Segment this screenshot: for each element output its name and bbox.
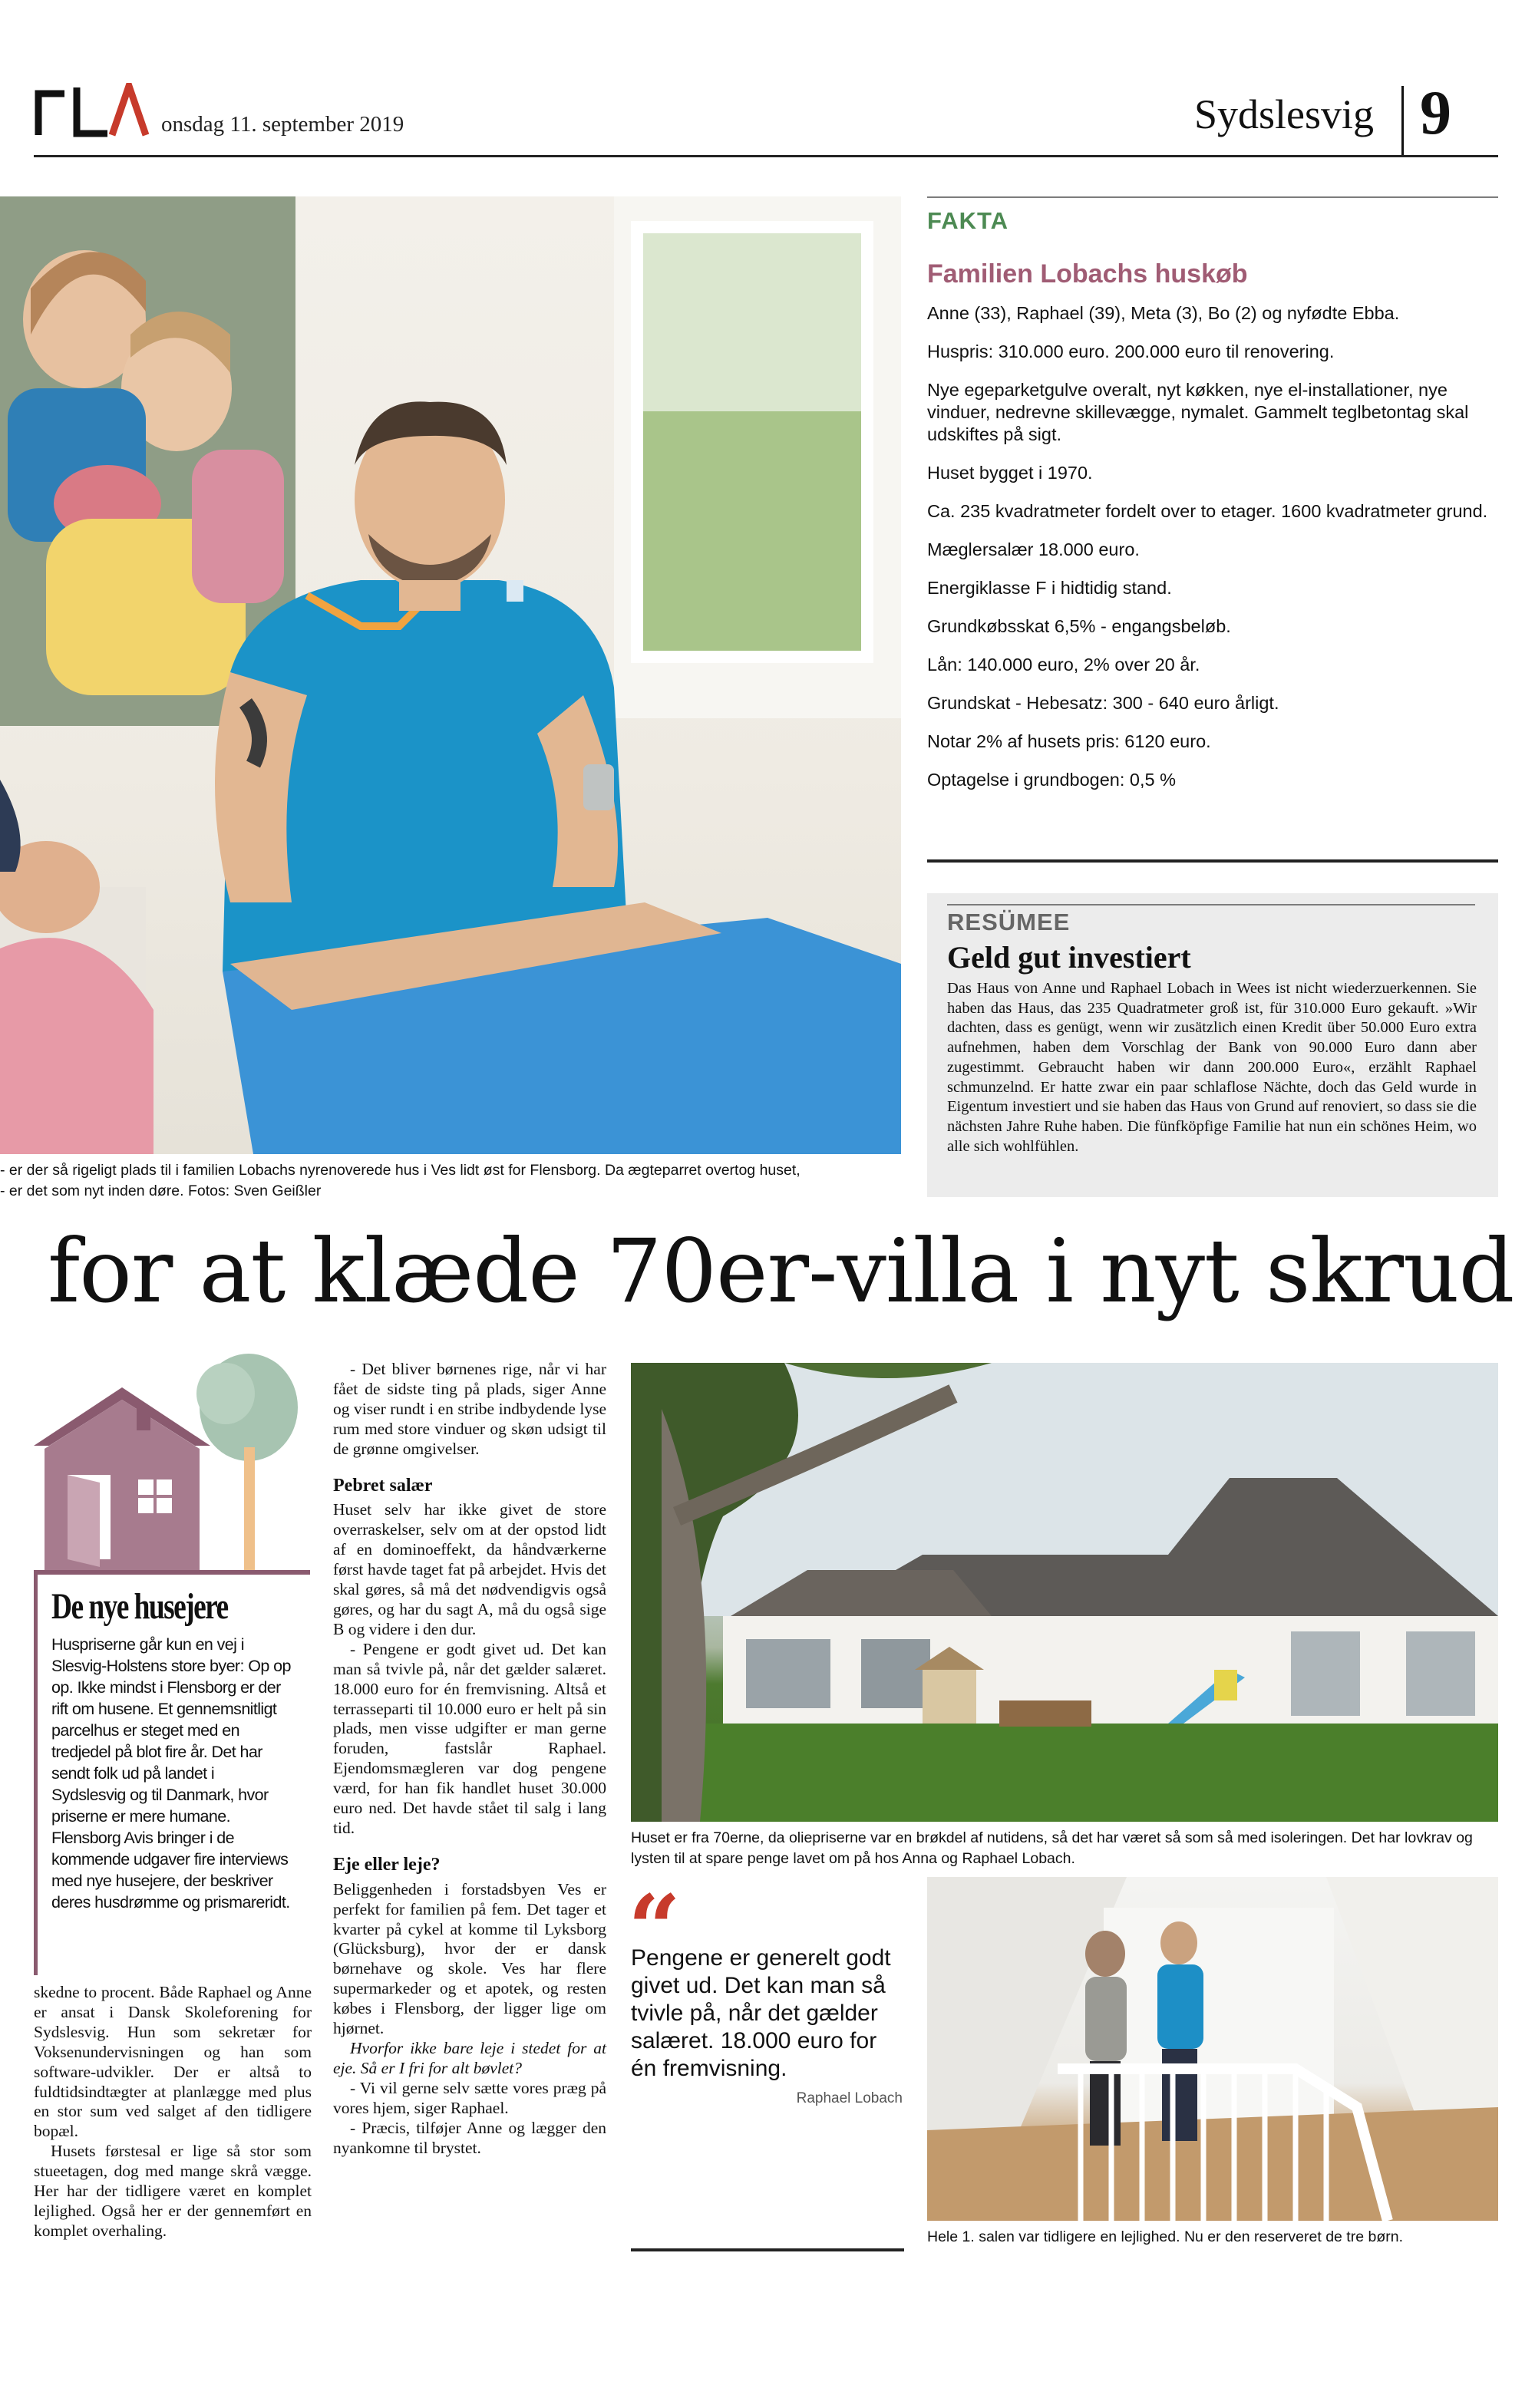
- issue-date: onsdag 11. september 2019: [161, 112, 404, 137]
- fakta-title: Familien Lobachs huskøb: [927, 259, 1248, 289]
- article-question: Hvorfor ikke bare leje i stedet for at eje. Så er I fri for alt bøvlet?: [333, 2039, 606, 2077]
- quote-mark: “: [628, 1875, 682, 1983]
- fakta-item: Nye egeparketgulve overalt, nyt køkken, nye el-installationer, nye vinduer, nedrevne skillevægge, nymalet. Gammelt teglbetontag skal udskiftes på sigt.: [927, 380, 1469, 444]
- article-paragraph: - Vi vil gerne selv sætte vores præg på vores hjem, siger Raphael.: [333, 2078, 606, 2117]
- newspaper-logo: [34, 83, 149, 138]
- article-paragraph: skedne to procent. Både Raphael og Anne er ansat i Dansk Skoleforening for Sydslesvig. Hun som sekretær for Voksenundervisningen og han som software-udvikler. Der er altså to fuldtidsindtægter at planlægge med plus en stor sum ved salget af den tidligere bopæl.: [34, 1983, 312, 2141]
- section-divider: [1401, 86, 1404, 157]
- article-subheading: Eje eller leje?: [333, 1854, 441, 1875]
- resumee-body: Das Haus von Anne und Raphael Lobach in Wees ist nicht wiederzuerkennen. Sie haben das Haus, das 235 Quadratmeter groß ist, für 310.000 Euro gekauft. »Wir dachten, dass es genügt, wenn wir zusätzlich einen Kredit über 50.000 Euro extra aufnehmen, haben dem Vorschlag der Bank von 90.000 Euro dann aber zugestimmt. Gebraucht haben wir dann 200.000 Euro«, erzählt Raphael schmunzelnd. Er hatte zwar ein paar schlaflose Nächte, doch das Geld wurde in Eigentum investiert und sie haben das Haus von Grund auf renoviert, so dass sie die nächsten Jahre Ruhe haben. Die fünfköpfige Familie hat nun ein schönes Heim, wo alle sich wohlfühlen.: [947, 980, 1477, 1155]
- photo2-caption: Huset er fra 70erne, da oliepriserne var en brøkdel af nutidens, så det har været så som så med isoleringen. Det har lovkrav og lysten til at spare penge lavet om på hos Anna og Raphael Lobach.: [631, 1829, 1473, 1867]
- pull-quote-attribution: Raphael Lobach: [796, 2090, 903, 2106]
- article-headline: for at klæde 70er-villa i nyt skrud: [48, 1220, 1514, 1322]
- section-title: Sydslesvig: [1194, 91, 1375, 137]
- page-number: 9: [1420, 78, 1451, 147]
- fakta-item: Anne (33), Raphael (39), Meta (3), Bo (2) og nyfødte Ebba.: [927, 303, 1400, 323]
- fakta-label: FAKTA: [927, 207, 1009, 234]
- fakta-top-rule: [927, 196, 1498, 198]
- article-column-a: [34, 1983, 312, 2241]
- fakta-item: Mæglersalær 18.000 euro.: [927, 539, 1140, 559]
- fakta-item: Grundskat - Hebesatz: 300 - 640 euro årligt.: [927, 693, 1279, 713]
- article-paragraph: - Pengene er godt givet ud. Det kan man så tvivle på, når det gælder salæret. 18.000 euro for én fremvisning. Altså et terrasseparti til 10.000 euro er helt på sin plads, men visse udgifter er man gerne foruden, fastslår Raphael. Ejendomsmægleren var dog pengene værd, for han fik handlet huset 30.000 euro ned. Det havde stået til salg i lang tid.: [333, 1639, 606, 1837]
- article-column-b: [333, 1360, 606, 2158]
- fakta-list: [927, 302, 1498, 807]
- photo-family-interior: [0, 196, 901, 1154]
- article-paragraph: - Det bliver børnenes rige, når vi har fået de sidste ting på plads, siger Anne og viser rundt i en stribe indbydende lyse rum med store vinduer og skøn udsigt til de grønne omgivelser.: [333, 1360, 606, 1458]
- article-paragraph: Huset selv har ikke givet de store overraskelser, selv om at der opstod lidt af en dominoeffekt, da håndværkerne først havde taget fat på arbejdet. Hvis det skal gøres, så må det nødvendigvis også gøres, og har du sagt A, må du også sige B og videre i den dur.: [333, 1500, 606, 1638]
- sidebar-title: De nye husejere: [51, 1586, 228, 1627]
- fakta-bottom-rule: [927, 859, 1498, 863]
- header-rule: [34, 155, 1498, 157]
- resumee-rule: [947, 904, 1475, 905]
- photo-house-exterior: [631, 1363, 1498, 1822]
- photo1-caption-line2: - er det som nyt inden døre. Fotos: Sven Geißler: [0, 1183, 322, 1199]
- photo3-caption: Hele 1. salen var tidligere en lejlighed. Nu er den reserveret de tre børn.: [927, 2228, 1403, 2245]
- sidebar-text: Huspriserne går kun en vej i Slesvig-Holstens store byer: Op op op. Ikke mindst i Flensborg er der rift om husene. Et gennemsnitligt parcelhus er steget med en tredjedel på blot fire år. Det har sendt folk ud på landet i Sydslesvig og til Danmark, hvor priserne er mere humane. Flensborg Avis bringer i de kommende udgaver fire interviews med nye husejere, der beskriver deres husdrømme og prismareridt.: [51, 1635, 291, 1912]
- article-paragraph: - Præcis, tilføjer Anne og lægger den nyankomne til brystet.: [333, 2118, 606, 2157]
- photo-first-floor: [927, 1877, 1498, 2221]
- house-tree-illustration: [34, 1347, 310, 1575]
- photo-first-floor-art: [927, 1877, 1498, 2221]
- fakta-item: Lån: 140.000 euro, 2% over 20 år.: [927, 655, 1200, 675]
- fakta-item: Energiklasse F i hidtidig stand.: [927, 578, 1172, 598]
- fakta-item: Huspris: 310.000 euro. 200.000 euro til renovering.: [927, 341, 1335, 361]
- article-paragraph: Beliggenheden i forstadsbyen Ves er perfekt for familien på fem. Det tager et kvarter på cykel at komme til Lyksborg (Glücksburg), hvor der er dansk børnehave og skole. Ves har flere supermarkeder og et apotek, og resten købes i Flensborg, der ligger lige om hjørnet.: [333, 1879, 606, 2038]
- fakta-item: Optagelse i grundbogen: 0,5 %: [927, 770, 1177, 790]
- fakta-item: Huset bygget i 1970.: [927, 463, 1093, 483]
- resumee-title: Geld gut investiert: [947, 940, 1191, 975]
- fakta-item: Ca. 235 kvadratmeter fordelt over to etager. 1600 kvadratmeter grund.: [927, 501, 1488, 521]
- photo-family-interior-art: [0, 196, 901, 1154]
- pull-quote-text: Pengene er generelt godt givet ud. Det kan man så tvivle på, når det gælder salæret. 18.000 euro for én fremvisning.: [631, 1945, 891, 2081]
- photo-house-exterior-art: [631, 1363, 1498, 1822]
- resumee-label: RESÜMEE: [947, 909, 1071, 935]
- photo1-caption-line1: - er der så rigeligt plads til i familien Lobachs nyrenoverede hus i Ves lidt øst for Flensborg. Da ægteparret overtog huset,: [0, 1162, 801, 1179]
- sidebar-box: [34, 1575, 307, 1975]
- quote-bottom-rule: [631, 2248, 904, 2251]
- article-subheading: Pebret salær: [333, 1475, 433, 1496]
- article-paragraph: Husets førstesal er lige så stor som stueetagen, dog med mange skrå vægge. Her har der tidligere været en komplet lejlighed. Også her er der gennemført en komplet overhaling.: [34, 2142, 312, 2240]
- fakta-item: Notar 2% af husets pris: 6120 euro.: [927, 731, 1211, 751]
- fakta-item: Grundkøbsskat 6,5% - engangsbeløb.: [927, 616, 1231, 636]
